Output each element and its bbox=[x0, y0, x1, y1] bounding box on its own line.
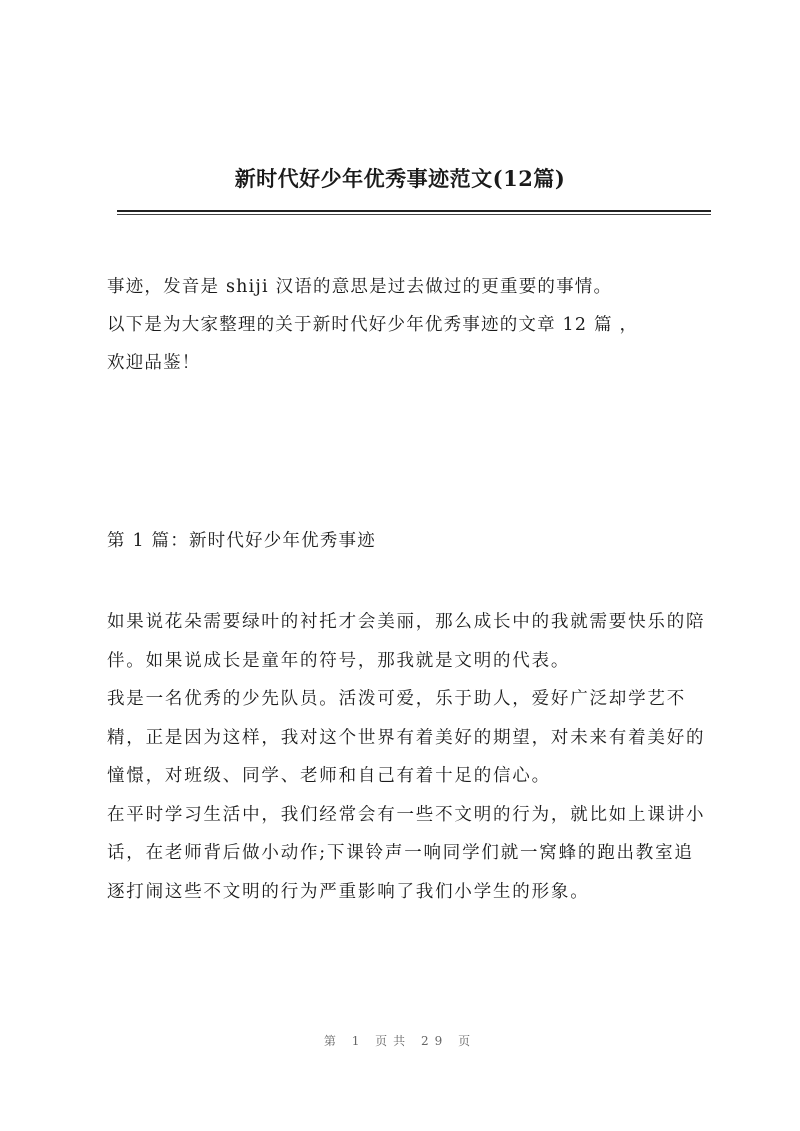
page-title: 新时代好少年优秀事迹范文(12篇) bbox=[234, 166, 566, 191]
title-divider bbox=[117, 210, 711, 212]
body-paragraph: 我是一名优秀的少先队员。活泼可爱，乐于助人，爱好广泛却学艺不精，正是因为这样，我对这个世界有着美好的期望，对未来有着美好的憧憬，对班级、同学、老师和自己有着十足的信心。 bbox=[107, 689, 706, 786]
section-heading: 第 1 篇：新时代好少年优秀事迹 bbox=[107, 531, 376, 551]
page-footer: 第 1 页共 29 页 bbox=[323, 1034, 477, 1048]
body-paragraph: 如果说花朵需要绿叶的衬托才会美丽，那么成长中的我就需要快乐的陪伴。如果说成长是童年的符号，那我就是文明的代表。 bbox=[107, 612, 706, 671]
intro-paragraph bbox=[107, 268, 707, 382]
intro-line: 以下是为大家整理的关于新时代好少年优秀事迹的文章 12 篇 ， bbox=[107, 315, 639, 335]
intro-line: 事迹，发音是 shiji 汉语的意思是过去做过的更重要的事情。 bbox=[107, 277, 613, 297]
section-body bbox=[107, 603, 707, 911]
body-paragraph: 在平时学习生活中，我们经常会有一些不文明的行为，就比如上课讲小话，在老师背后做小动作;下课铃声一响同学们就一窝蜂的跑出教室追逐打闹这些不文明的行为严重影响了我们小学生的形象。 bbox=[107, 804, 706, 902]
intro-line: 欢迎品鉴！ bbox=[107, 353, 201, 373]
title-divider-thin bbox=[117, 214, 711, 215]
